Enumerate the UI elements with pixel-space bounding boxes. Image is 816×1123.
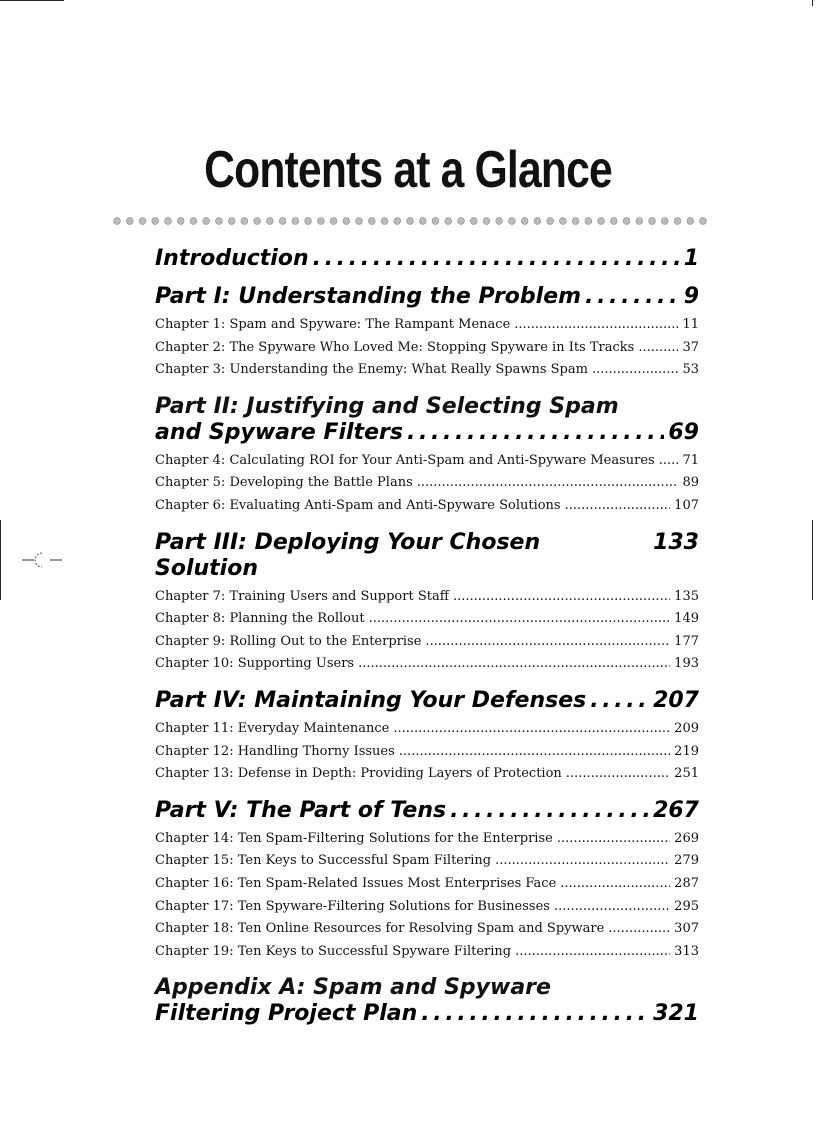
leader-dots	[560, 873, 670, 896]
chapter-page-number: 295	[674, 898, 699, 914]
crop-mark-right	[812, 520, 813, 600]
decorative-dot	[458, 218, 465, 225]
toc-chapter-entry[interactable]	[155, 586, 699, 609]
chapter-page-number: 209	[674, 720, 699, 736]
toc-part-heading[interactable]	[155, 246, 699, 272]
part-title-line-2: and Spyware Filters	[155, 419, 403, 445]
chapter-title: Chapter 13: Defense in Depth: Providing Layers of Protection	[155, 766, 562, 782]
decorative-dot	[177, 218, 184, 225]
decorative-dot	[394, 218, 401, 225]
decorative-dot	[114, 218, 121, 225]
leader-dots	[393, 718, 670, 741]
decorative-dot	[216, 218, 223, 225]
chapter-page-number: 53	[682, 362, 699, 378]
chapter-title: Chapter 17: Ten Spyware-Filtering Solutions for Businesses	[155, 898, 550, 914]
chapter-page-number: 313	[674, 943, 699, 959]
decorative-dot	[445, 218, 452, 225]
decorative-dot	[343, 218, 350, 225]
part-page-number: 9	[683, 284, 699, 309]
toc-chapter-entry[interactable]	[155, 763, 699, 786]
toc-chapter-entry[interactable]	[155, 741, 699, 764]
crop-mark-top-left	[0, 0, 64, 1]
chapter-page-number: 11	[682, 317, 699, 332]
decorative-dot	[203, 218, 210, 225]
toc-chapter-entry[interactable]	[155, 314, 699, 337]
decorative-dot	[317, 218, 324, 225]
chapter-page-number: 107	[674, 497, 699, 513]
chapter-page-number: 135	[674, 588, 699, 604]
part-title-row	[155, 420, 699, 446]
toc-chapter-entry[interactable]	[155, 718, 699, 741]
chapter-page-number: 149	[674, 611, 699, 627]
chapter-title: Chapter 5: Developing the Battle Plans	[155, 475, 413, 491]
part-title: Introduction	[155, 246, 309, 271]
chapter-page-number: 219	[674, 743, 699, 759]
decorative-dot	[419, 218, 426, 225]
chapter-title: Chapter 4: Calculating ROI for Your Anti-Spam and Anti-Spyware Measures	[155, 452, 655, 468]
decorative-dot	[521, 218, 528, 225]
part-page-number: 1	[683, 246, 699, 271]
decorative-dot	[649, 218, 656, 225]
toc-chapter-entry[interactable]	[155, 918, 699, 941]
chapter-title: Chapter 18: Ten Online Resources for Resolving Spam and Spyware	[155, 921, 605, 937]
toc-chapter-entry[interactable]	[155, 873, 699, 896]
decorative-dot	[139, 218, 146, 225]
decorative-dot	[598, 218, 605, 225]
leader-dots	[313, 246, 680, 272]
decorative-dot	[661, 218, 668, 225]
leader-dots	[369, 608, 671, 631]
chapter-page-number: 71	[682, 452, 699, 468]
leader-dots	[608, 918, 670, 941]
toc-chapter-entry[interactable]	[155, 850, 699, 873]
part-page-number: 321	[653, 1001, 699, 1027]
decorative-dot	[496, 218, 503, 225]
leader-dots	[590, 688, 649, 714]
chapter-title: Chapter 2: The Spyware Who Loved Me: Stopping Spyware in Its Tracks	[155, 339, 635, 355]
part-title-row	[155, 1001, 699, 1027]
toc-chapter-entry[interactable]	[155, 828, 699, 851]
crop-mark-left	[0, 520, 1, 600]
leader-dots	[592, 359, 679, 382]
part-title-line-2: Filtering Project Plan	[155, 1001, 418, 1027]
table-of-contents	[155, 240, 699, 1031]
page-title: Contents at a Glance	[204, 141, 612, 199]
chapter-page-number: 37	[682, 339, 699, 355]
toc-chapter-entry[interactable]	[155, 450, 699, 473]
toc-part-heading[interactable]	[155, 798, 699, 824]
decorative-dot-row	[113, 215, 707, 227]
registration-mark-icon	[22, 550, 62, 570]
decorative-dot	[330, 218, 337, 225]
part-title: Part IV: Maintaining Your Defenses	[155, 687, 587, 713]
decorative-dot	[674, 218, 681, 225]
toc-chapter-entry[interactable]	[155, 337, 699, 360]
toc-chapter-entry[interactable]	[155, 896, 699, 919]
leader-dots	[554, 896, 670, 919]
chapter-title: Chapter 10: Supporting Users	[155, 656, 355, 672]
decorative-dot	[572, 218, 579, 225]
decorative-dot	[368, 218, 375, 225]
chapter-title: Chapter 15: Ten Keys to Successful Spam Filtering	[155, 853, 492, 869]
toc-chapter-entry[interactable]	[155, 631, 699, 654]
decorative-dot	[559, 218, 566, 225]
chapter-title: Chapter 6: Evaluating Anti-Spam and Anti-Spyware Solutions	[155, 497, 561, 513]
toc-chapter-entry[interactable]	[155, 359, 699, 382]
leader-dots	[515, 941, 670, 964]
decorative-dot	[432, 218, 439, 225]
decorative-dot	[266, 218, 273, 225]
chapter-page-number: 251	[674, 766, 699, 782]
decorative-dot	[152, 218, 159, 225]
leader-dots	[495, 850, 670, 873]
decorative-dot	[292, 218, 299, 225]
decorative-dot	[534, 218, 541, 225]
decorative-dot	[585, 218, 592, 225]
chapter-page-number: 307	[674, 921, 699, 937]
leader-dots	[453, 586, 670, 609]
toc-part-heading[interactable]	[155, 394, 699, 446]
part-page-number: 207	[653, 687, 699, 713]
chapter-title: Chapter 7: Training Users and Support Staff	[155, 588, 449, 604]
part-page-number: 133	[653, 529, 699, 555]
leader-dots	[585, 284, 680, 310]
chapter-title: Chapter 19: Ten Keys to Successful Spyware Filtering	[155, 943, 512, 959]
part-title-line-1: Part II: Justifying and Selecting Spam	[155, 393, 619, 419]
chapter-title: Chapter 8: Planning the Rollout	[155, 611, 365, 627]
toc-part-heading[interactable]	[155, 530, 699, 582]
decorative-dot	[356, 218, 363, 225]
decorative-dot	[470, 218, 477, 225]
toc-chapter-entry[interactable]	[155, 941, 699, 964]
decorative-dot	[305, 218, 312, 225]
decorative-dot	[381, 218, 388, 225]
decorative-dot	[126, 218, 133, 225]
chapter-page-number: 279	[674, 853, 699, 869]
decorative-dot	[483, 218, 490, 225]
chapter-page-number: 177	[674, 633, 699, 649]
chapter-title: Chapter 1: Spam and Spyware: The Rampant Menace	[155, 317, 511, 332]
leader-dots	[450, 798, 649, 824]
toc-chapter-entry[interactable]	[155, 653, 699, 676]
decorative-dot	[241, 218, 248, 225]
leader-dots	[514, 314, 678, 337]
decorative-dot	[636, 218, 643, 225]
part-page-number: 69	[668, 419, 699, 445]
leader-dots	[358, 653, 670, 676]
toc-chapter-entry[interactable]	[155, 608, 699, 631]
part-title: Part I: Understanding the Problem	[155, 284, 582, 309]
decorative-dot	[610, 218, 617, 225]
chapter-page-number: 287	[674, 875, 699, 891]
decorative-dot	[279, 218, 286, 225]
crop-mark-top-right	[812, 0, 813, 6]
decorative-dot	[547, 218, 554, 225]
leader-dots	[421, 1001, 649, 1027]
toc-part-heading[interactable]	[155, 975, 699, 1027]
leader-dots	[425, 631, 670, 654]
toc-chapter-entry[interactable]	[155, 495, 699, 518]
toc-part-heading[interactable]	[155, 688, 699, 714]
chapter-page-number: 89	[682, 475, 699, 491]
decorative-dot	[407, 218, 414, 225]
leader-dots	[565, 495, 671, 518]
chapter-page-number: 269	[674, 830, 699, 846]
decorative-dot	[190, 218, 197, 225]
chapter-title: Chapter 14: Ten Spam-Filtering Solutions for the Enterprise	[155, 830, 553, 846]
decorative-dot	[254, 218, 261, 225]
part-title: Part III: Deploying Your Chosen Solution	[155, 529, 541, 581]
toc-part-heading[interactable]	[155, 284, 699, 310]
chapter-title: Chapter 9: Rolling Out to the Enterprise	[155, 633, 422, 649]
chapter-title: Chapter 16: Ten Spam-Related Issues Most Enterprises Face	[155, 875, 557, 891]
part-page-number: 267	[653, 797, 699, 823]
toc-chapter-entry[interactable]	[155, 472, 699, 495]
part-title: Part V: The Part of Tens	[155, 797, 447, 823]
part-title-line-1: Appendix A: Spam and Spyware	[155, 975, 551, 1001]
decorative-dot	[509, 218, 516, 225]
leader-dots	[638, 337, 678, 360]
decorative-dot	[165, 218, 172, 225]
chapter-title: Chapter 3: Understanding the Enemy: What Really Spawns Spam	[155, 362, 588, 378]
leader-dots	[417, 472, 679, 495]
chapter-title: Chapter 11: Everyday Maintenance	[155, 720, 390, 736]
leader-dots	[566, 763, 670, 786]
leader-dots	[557, 828, 670, 851]
decorative-dot	[623, 218, 630, 225]
leader-dots	[407, 420, 664, 446]
chapter-title: Chapter 12: Handling Thorny Issues	[155, 743, 395, 759]
leader-dots	[659, 450, 679, 473]
chapter-page-number: 193	[674, 656, 699, 672]
decorative-dot	[687, 218, 694, 225]
decorative-dot	[700, 218, 707, 225]
decorative-dot	[228, 218, 235, 225]
leader-dots	[399, 741, 670, 764]
